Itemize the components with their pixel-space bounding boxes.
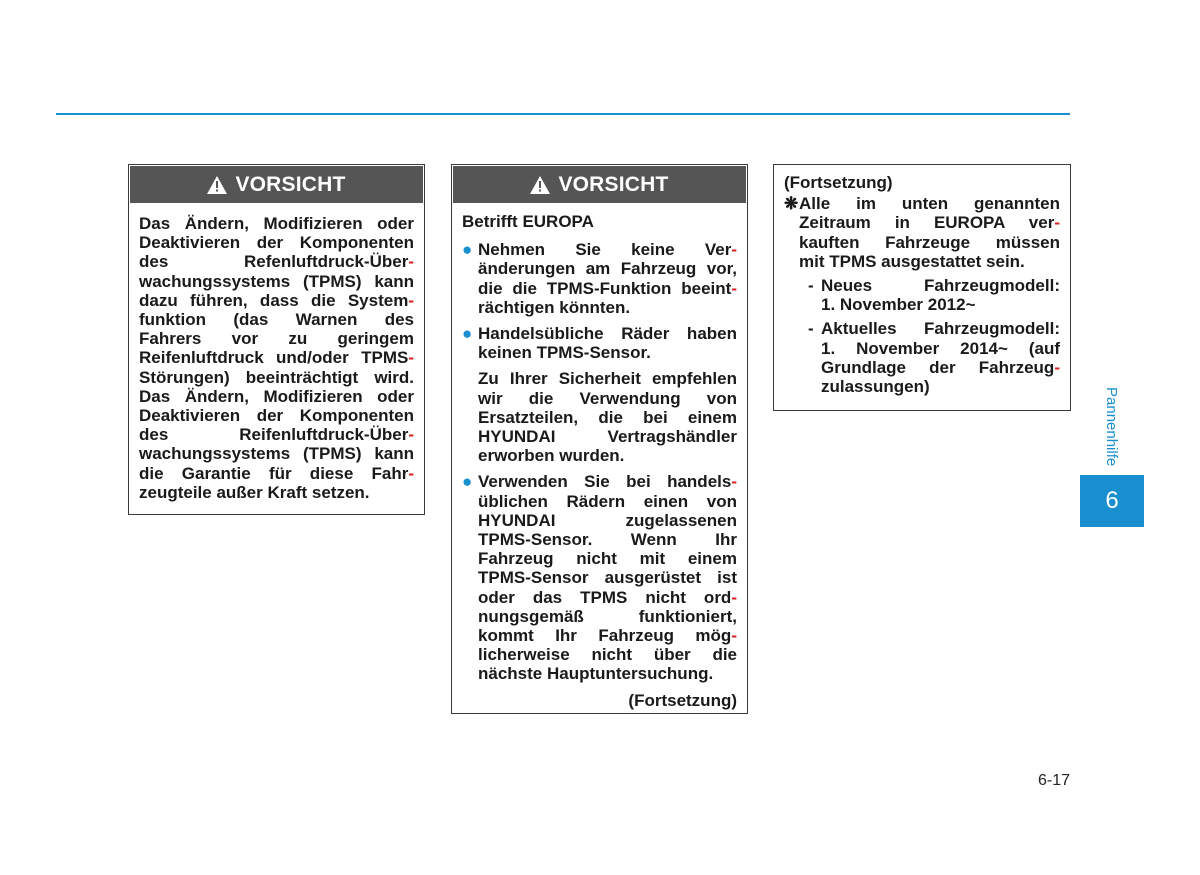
text-line: nächste Hauptuntersuchung. (478, 664, 714, 684)
text-line: Störungen) beeinträchtigt wird. (139, 367, 414, 387)
text-line: Neues Fahrzeugmodell: (821, 276, 1060, 296)
note-symbol-icon: ❋ (784, 194, 799, 214)
text-line: änderungen am Fahrzeug vor, (478, 259, 737, 279)
text-line: kauften Fahrzeuge müssen (799, 232, 1060, 252)
bullet-item (462, 240, 737, 317)
text-line: Das Ändern, Modifizieren oder (139, 214, 414, 233)
text-line: Alle im unten genannten (799, 194, 1060, 214)
dash-text (821, 276, 1060, 314)
caution-header-label: VORSICHT (235, 172, 346, 196)
caution-text-1 (129, 204, 424, 502)
bullet-item (462, 324, 737, 362)
chapter-tab: 6 (1080, 475, 1144, 527)
text-line: Fahrzeug nicht mit einem (478, 549, 737, 569)
text-line: TPMS-Sensor. Wenn Ihr (478, 530, 737, 550)
text-line: TPMS-Sensor ausgerüstet ist (478, 568, 737, 588)
text-line: wachungssystems (TPMS) kann (139, 271, 414, 291)
text-line: oder das TPMS nicht ord- (478, 587, 737, 607)
text-line: Fahrers vor zu geringem (139, 329, 414, 349)
warning-triangle-icon (207, 176, 227, 194)
text-line: die die TPMS-Funktion beeint- (478, 278, 737, 298)
page-number: 6-17 (1037, 772, 1070, 789)
text-line: funktion (das Warnen des (139, 310, 414, 330)
text-line: mit TPMS ausgestattet sein. (799, 251, 1025, 271)
text-line: HYUNDAI Vertragshändler (478, 427, 737, 447)
text-line: Reifenluftdruck und/oder TPMS- (139, 348, 414, 368)
bullet-item (462, 472, 737, 683)
top-rule (56, 113, 1070, 115)
text-line: Das Ändern, Modifizieren oder (139, 386, 414, 406)
text-line: Verwenden Sie bei handels- (478, 472, 737, 492)
text-line: des Reifenluftdruck-Über- (139, 425, 414, 445)
continued-label: (Fortsetzung) (784, 173, 893, 192)
text-line: Aktuelles Fahrzeugmodell: (821, 319, 1060, 339)
text-line: keinen TPMS-Sensor. (478, 343, 651, 363)
caution-box-2 (451, 164, 748, 714)
text-line: licherweise nicht über die (478, 645, 737, 665)
note-text (799, 194, 1060, 271)
text-line: des Refenluftdruck-Über- (139, 252, 414, 272)
caution-header-label: VORSICHT (558, 172, 669, 196)
section-label: Pannenhilfe (1103, 387, 1120, 467)
dash-marker: - (808, 276, 814, 296)
caution-header-2 (453, 166, 746, 203)
text-line: HYUNDAI zugelassenen (478, 510, 737, 530)
bullet-dot-icon: ● (462, 472, 473, 492)
text-line: Ersatzteilen, die bei einem (478, 407, 737, 427)
paragraph (462, 369, 737, 465)
bullet-dot-icon: ● (462, 324, 473, 344)
text-line: die Garantie für diese Fahr- (139, 463, 414, 483)
text-line: 1. November 2014~ (auf (821, 338, 1060, 358)
text-line: zulassungen) (821, 377, 930, 397)
continuation-box (773, 164, 1071, 411)
text-line: Nehmen Sie keine Ver- (478, 240, 737, 260)
text-line: rächtigen könnten. (478, 297, 631, 317)
text-line: wachungssystems (TPMS) kann (139, 444, 414, 464)
text-line: dazu führen, dass die System- (139, 290, 414, 310)
bullet-text (478, 472, 737, 683)
text-line: Zu Ihrer Sicherheit empfehlen (478, 369, 737, 389)
text-line: Zeitraum in EUROPA ver- (799, 213, 1060, 233)
dash-item (784, 276, 1060, 314)
text-line: wir die Verwendung von (478, 388, 737, 408)
bullet-text (478, 240, 737, 317)
dash-marker: - (808, 319, 814, 339)
dash-item (784, 319, 1060, 396)
continued-label: (Fortsetzung) (628, 690, 737, 710)
text-line: nungsgemäß funktioniert, (478, 606, 737, 626)
warning-triangle-icon (530, 176, 550, 194)
region-subtitle: Betrifft EUROPA (462, 212, 594, 231)
caution-header-1 (130, 166, 423, 203)
text-line: Deaktivieren der Komponenten (139, 233, 414, 253)
text-line: erworben wurden. (478, 446, 625, 466)
text-line: üblichen Rädern einen von (478, 491, 737, 511)
text-line: kommt Ihr Fahrzeug mög- (478, 626, 737, 646)
text-line: Deaktivieren der Komponenten (139, 406, 414, 426)
bullet-dot-icon: ● (462, 240, 473, 260)
text-line: Handelsübliche Räder haben (478, 324, 737, 344)
text-line: Grundlage der Fahrzeug- (821, 357, 1060, 377)
text-line: 1. November 2012~ (821, 295, 976, 315)
text-line: zeugteile außer Kraft setzen. (139, 482, 370, 502)
bullet-text (478, 324, 737, 362)
caution-box-1 (128, 164, 425, 515)
dash-text (821, 319, 1060, 396)
note-item (784, 194, 1060, 271)
